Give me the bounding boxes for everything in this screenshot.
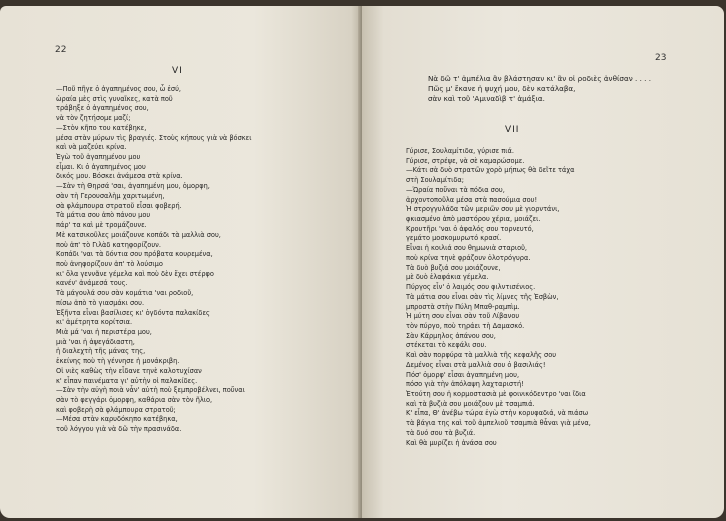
text-line: μέσα στὰν μύρων τὶς βραγιές. Στοὺς κήπους γιὰ νὰ βόσκει: [56, 133, 252, 142]
page-number: 23: [655, 53, 667, 63]
section-heading: VII: [505, 125, 520, 135]
text-line: εἶμαι. Κι ὁ ἀγαπημένος μου: [56, 162, 146, 171]
text-line: Μιὰ μά 'ναι ἡ περιστέρα μου,: [56, 327, 152, 336]
text-line: κ' εἶπαν παινέματα γι' αὐτὴν οἱ παλακίδες.: [56, 376, 198, 385]
text-line: Ἐγὼ τοῦ ἀγαπημένου μου: [56, 153, 141, 162]
text-line: Τὰ μάτια σου εἶναι σὰν τὶς λίμνες τῆς Ἐσβὼν,: [406, 292, 559, 301]
text-line: Κοπάδι 'ναι τὰ δόντια σου πρόβατα κουρεμένα,: [56, 250, 213, 259]
text-line: —Μέσα στὰν καρυδόκηπο κατέβηκα,: [56, 415, 178, 424]
right-page: [362, 6, 724, 518]
text-line: Ἐτούτη σου ἡ κορμοστασιὰ μὲ φοινικόδεντρο 'ναι ἴδια: [406, 389, 586, 398]
text-line: Πύργος εἶν' ὁ λαιμός σου φιλντισένιος.: [406, 283, 536, 292]
text-line: Σὰν Κάρμηλος ἀπάνου σου,: [406, 331, 496, 340]
text-line: φκιασμένο ἀπὸ μαστόρου χέρια, μοιάζει.: [406, 215, 541, 224]
text-line: Κ' εἶπα, Θ' ἀνέβω τώρα ἐγὼ στὴν κορυφαδιά, νὰ πιάσω: [406, 409, 589, 418]
text-line: μὲ δυὸ ἐλαφάκια γέμελα.: [406, 273, 489, 282]
text-line: σὰν τὸ φεγγάρι ὀμορφη, καθάρια σὰν τὸν ἥλιο,: [56, 396, 213, 404]
text-line: ἡ διαλεχτὴ τῆς μάνας της,: [56, 347, 146, 356]
text-line: Καὶ σὰν πορφύρα τὰ μαλλιὰ τῆς κεφαλῆς σου: [406, 351, 557, 360]
text-line: Κρουτῆρι 'ναι ὁ ἀφαλός σου τορνευτό,: [406, 224, 534, 233]
text-line: κι' ὅλα γεννᾶνε γέμελα καὶ ποὺ δὲν ἔχει στέρφο: [56, 269, 214, 278]
page-number: 22: [55, 45, 67, 55]
text-line: Δεμένος εἶναι στὰ μαλλιὰ σου ὁ βασιλιάς!: [406, 360, 546, 369]
text-line: τὰ βάγια της καὶ τοῦ ἀμπελιοῦ τσαμπιὰ θἆναι γιὰ μένα,: [406, 419, 591, 428]
text-line: Μὲ κατσικοῦλες μοιάζουνε κοπάδι τὰ μαλλιὰ σου,: [56, 230, 221, 239]
text-line: Τὰ μάγουλά σου σὰν κομάτια 'ναι ροδιοῦ,: [56, 289, 194, 298]
text-line: καὶ φοβερὴ σὰ φλάμπουρα στρατοῦ;: [56, 405, 176, 414]
text-line: ποὺ κρίνα τηνὲ φράζουν ὁλοτρόγυρα.: [406, 253, 531, 262]
left-page-text: [56, 85, 251, 435]
text-line: πάρ' τα καὶ μὲ τρομάζουνε.: [56, 221, 147, 230]
text-line: Οἱ νιὲς καθὼς τὴν εἶδανε τηνὲ καλοτυχίσαν: [56, 366, 202, 375]
right-page-text: [406, 147, 591, 448]
text-line: πόσο γιὰ τὴν ἀπόλαψη λαχταριστή!: [406, 380, 524, 389]
text-line: Τὰ δυὸ βυζιά σου μοιάζουνε,: [406, 263, 501, 272]
text-line: Γύρισε, Σουλαμίτιδα, γύρισε πιά.: [406, 147, 514, 155]
text-line: Νὰ δῶ τ' ἀμπέλια ἂν βλάστησαν κι' ἂν οἱ ροδιὲς ἀνθίσαν . . . .: [428, 74, 651, 83]
text-line: —Σὰν τὴν αὐγὴ ποιὰ νἆν' αὐτὴ ποὺ ξεμπροβέλνει, ποὔναι: [56, 386, 245, 395]
text-line: ποὺ ἀπ' τὸ Γιλὰδ κατηφορίζουν.: [56, 240, 161, 249]
text-line: τοῦ λόγγου γιὰ νὰ δῶ τὴν πρασινάδα.: [56, 425, 182, 434]
text-line: δικός μου. Βόσκει ἀνάμεσα στὰ κρίνα.: [56, 172, 183, 181]
text-line: σὰ φλάμπουρα στρατοῦ εἶσαι φοβερή.: [56, 201, 182, 210]
text-line: ἀρχοντοποῦλα μέσα στὰ πασούμια σου!: [406, 195, 538, 204]
text-line: Ἡ μύτη σου εἶναι σὰν τοῦ Λίβανου: [406, 312, 520, 321]
text-line: μιὰ 'ναι ἡ ἀψεγάδιαστη,: [56, 337, 135, 346]
right-page-top-text: [428, 74, 651, 104]
text-line: κι' ἀμέτρητα κορίτσια.: [56, 318, 133, 327]
text-line: ἐκείνης ποὺ τὴ γέννησε ἡ μονάκριβη.: [56, 357, 180, 366]
text-line: —Κάτι σὰ δυὸ στρατῶν χορὸ μήπως θὰ δεῖτε τάχα: [406, 166, 575, 175]
text-line: Καὶ θὰ μυρίζει ἡ ἀνάσα σου: [406, 438, 497, 447]
text-line: καὶ τὰ βυζιὰ σου μοιάζουν μὲ τσαμπιά.: [406, 399, 535, 408]
text-line: —Ποῦ πῆγε ὁ ἀγαπημένος σου, ὦ ἐσύ,: [56, 85, 182, 93]
text-line: κανέν' ἀνάμεσά τους.: [56, 279, 128, 288]
text-line: νὰ τὸν ζητήσομε μαζί;: [56, 114, 131, 123]
text-line: καὶ νὰ μαζεύει κρίνα.: [56, 143, 127, 152]
text-line: Πῶς μ' ἔκανε ἡ ψυχή μου, δὲν κατάλαβα,: [428, 84, 576, 93]
text-line: Ἑξῆντα εἶναι βασίλισες κι' ὀγδόντα παλακίδες: [56, 308, 210, 317]
text-line: —Ὡραία ποὔναι τὰ πόδια σου,: [406, 185, 505, 194]
text-line: ποὺ ἀνηφορίζουν ἀπ' τὸ λούσιμο: [56, 259, 163, 268]
text-line: ὡραία μὲς στὶς γυναῖκες, κατὰ ποῦ: [56, 94, 173, 103]
section-heading: VI: [172, 66, 183, 76]
text-line: στὴ Σουλαμίτιδα;: [406, 176, 464, 185]
left-page: [0, 6, 362, 518]
text-line: Τὰ μάτια σου ἀπὸ πάνου μου: [56, 211, 151, 220]
text-line: τὰ δυό σου τὰ βυζιά.: [406, 428, 476, 437]
text-line: Γύρισε, στρέψε, νὰ σὲ καμαρώσομε.: [406, 156, 525, 165]
text-line: σὰν καὶ τοῦ 'Αμιναδὶβ τ' ἀμάξια.: [428, 94, 545, 103]
text-line: πίσω ἀπὸ τὸ γιασμάκι σου.: [56, 298, 145, 307]
text-line: —Στὸν κῆπο του κατέβηκε,: [56, 123, 147, 132]
text-line: τράβηξε ὁ ἀγαπημένος σου,: [56, 104, 149, 113]
text-line: —Σὰν τὴ Θηρσά 'σαι, ἀγαπημένη μου, ὀμορφη,: [56, 182, 210, 191]
text-line: γεμάτο μοσκομυρωτό κρασί.: [406, 234, 502, 243]
text-line: σὰν τὴ Γερουσαλὴμ χαριτωμένη,: [56, 191, 165, 200]
text-line: Ἡ στρογγυλάδα τῶν μεριῶν σου μὲ γιορντάνι,: [406, 205, 560, 214]
text-line: Εἶναι ἡ κοιλιά σου θημωνιὰ σταριοῦ,: [406, 244, 528, 253]
text-line: τὸν πύργο, ποὺ τηράει τὴ Δαμασκό.: [406, 321, 525, 330]
text-line: Πόσ' ὀμορφ' εἶσαι ἀγαπημένη μου,: [406, 370, 520, 379]
text-line: μπροστὰ στὴν Πύλη Μπαθ-ραμπὶμ.: [406, 302, 520, 311]
text-line: στέκεται τὸ κεφάλι σου.: [406, 341, 487, 350]
